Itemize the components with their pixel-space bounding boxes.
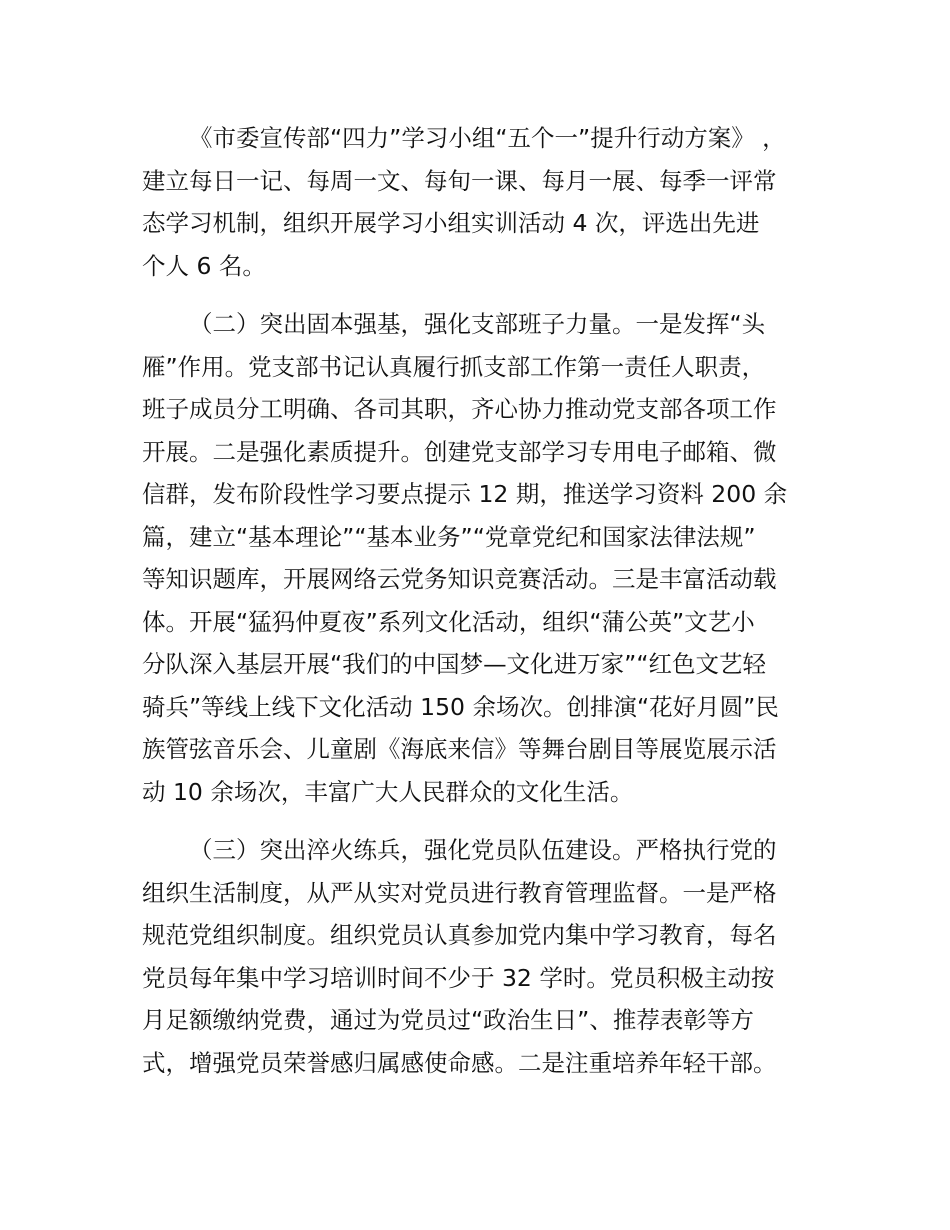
text-line: 月足额缴纳党费，通过为党员过“政治生日”、推荐表彰等方 bbox=[142, 1006, 754, 1034]
text-line: 篇，建立“基本理论”“基本业务”“党章党纪和国家法律法规” bbox=[142, 522, 756, 551]
text-line: 态学习机制，组织开展学习小组实训活动 4 次，评选出先进 bbox=[142, 209, 760, 237]
text-line: 党员每年集中学习培训时间不少于 32 学时。党员积极主动按 bbox=[142, 963, 775, 992]
text-line: 体。开展“猛犸仲夏夜”系列文化活动，组织“蒲公英”文艺小 bbox=[142, 607, 755, 636]
text-line: （二）突出固本强基，强化支部班子力量。一是发挥“头 bbox=[189, 310, 766, 338]
text-line: 开展。二是强化素质提升。创建党支部学习专用电子邮箱、微 bbox=[142, 437, 777, 466]
text-line: 等知识题库，开展网络云党务知识竞赛活动。三是丰富活动载 bbox=[142, 565, 777, 593]
text-line: 动 10 余场次，丰富广大人民群众的文化生活。 bbox=[142, 777, 634, 806]
paragraph-section-three bbox=[142, 829, 832, 1084]
text-line: 规范党组织制度。组织党员认真参加党内集中学习教育，每名 bbox=[142, 921, 777, 949]
text-line: 族管弦音乐会、儿童剧《海底来信》等舞台剧目等展览展示活 bbox=[142, 735, 777, 763]
paragraph-plan-continuation bbox=[142, 117, 832, 287]
text-line: 信群，发布阶段性学习要点提示 12 期，推送学习资料 200 余 bbox=[142, 480, 788, 508]
text-line: 式，增强党员荣誉感归属感使命感。二是注重培养年轻干部。 bbox=[142, 1048, 777, 1077]
text-line: （三）突出淬火练兵，强化党员队伍建设。严格执行党的 bbox=[189, 836, 777, 864]
body-text bbox=[142, 117, 832, 1100]
text-line: 骑兵”等线上线下文化活动 150 余场次。创排演“花好月圆”民 bbox=[142, 692, 779, 721]
text-line: 雁”作用。党支部书记认真履行抓支部工作第一责任人职责， bbox=[142, 352, 766, 381]
text-line: 建立每日一记、每周一文、每旬一课、每月一展、每季一评常 bbox=[142, 166, 777, 195]
text-line: 个人 6 名。 bbox=[142, 251, 266, 280]
paragraph-section-two bbox=[142, 303, 832, 813]
text-line: 组织生活制度，从严从实对党员进行教育管理监督。一是严格 bbox=[142, 878, 777, 907]
text-line: 分队深入基层开展“我们的中国梦—文化进万家”“红色文艺轻 bbox=[142, 650, 767, 678]
text-line: 班子成员分工明确、各司其职，齐心协力推动党支部各项工作 bbox=[142, 395, 777, 423]
text-line: 《市委宣传部“四力”学习小组“五个一”提升行动方案》 ， bbox=[189, 124, 786, 152]
